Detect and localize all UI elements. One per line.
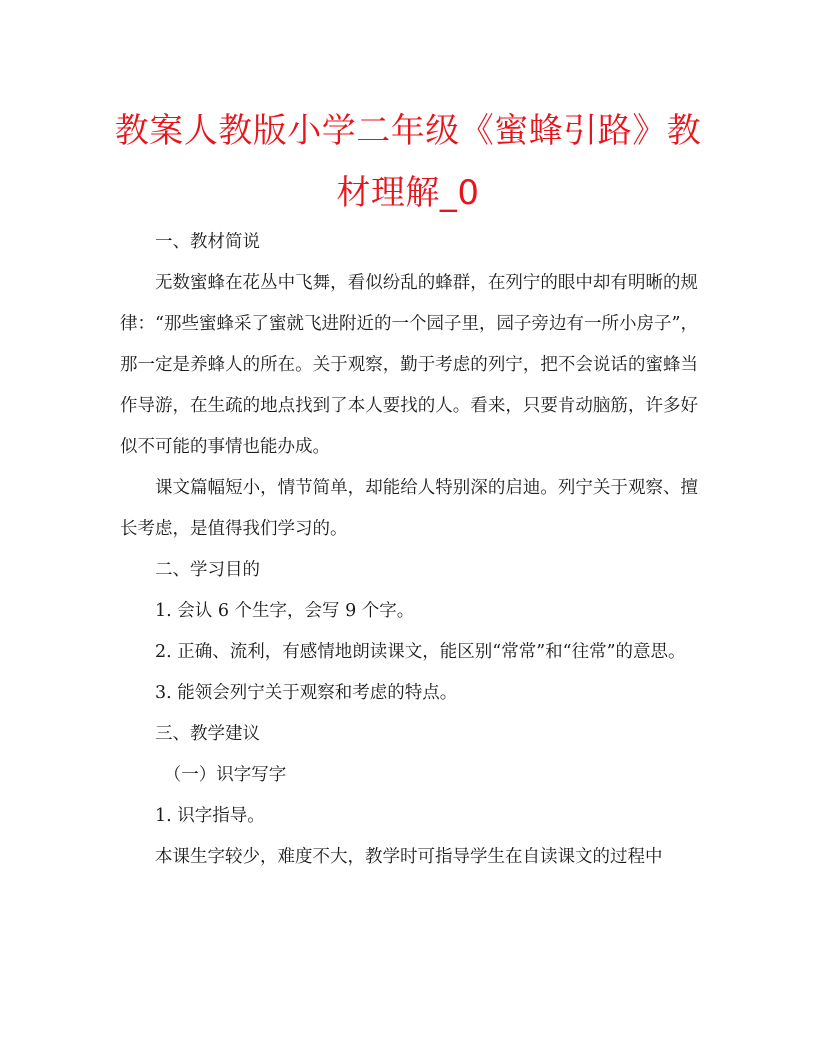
paragraph-literacy-guide: 本课生字较少，难度不大，教学时可指导学生在自读课文的过程中 <box>155 847 663 867</box>
goal-item-3: 3. 能领会列宁关于观察和考虑的特点。 <box>155 683 458 703</box>
list-item-literacy-guide: 1. 识字指导。 <box>155 806 265 826</box>
section-heading-suggestions: 三、教学建议 <box>155 724 260 744</box>
paragraph-intro-2: 课文篇幅短小，情节简单，却能给人特别深的启迪。列宁关于观察、擅长考虑，是值得我们学习的。 <box>120 478 698 539</box>
goal-item-1: 1. 会认 6 个生字，会写 9 个字。 <box>155 601 415 621</box>
paragraph-intro-1: 无数蜜蜂在花丛中飞舞，看似纷乱的蜂群，在列宁的眼中却有明晰的规律：“那些蜜蜂采了蜜就飞进附近的一个园子里，园子旁边有一所小房子”，那一定是养蜂人的所在。关于观察，勤于考虑的列宁，把不会说话的蜜蜂当作导游，在生疏的地点找到了本人要找的人。看来，只要肯动脑筋，许多好似不可能的事情也能办成。 <box>120 273 698 457</box>
subsection-heading-literacy: （一）识字写字 <box>163 765 287 785</box>
document-body <box>120 222 698 878</box>
section-heading-goals: 二、学习目的 <box>155 560 260 580</box>
document-title: 教案人教版小学二年级《蜜蜂引路》教材理解_0 <box>114 111 702 213</box>
goal-item-2: 2. 正确、流利，有感情地朗读课文，能区别“常常”和“往常”的意思。 <box>155 642 686 662</box>
section-heading-intro: 一、教材简说 <box>155 232 260 252</box>
